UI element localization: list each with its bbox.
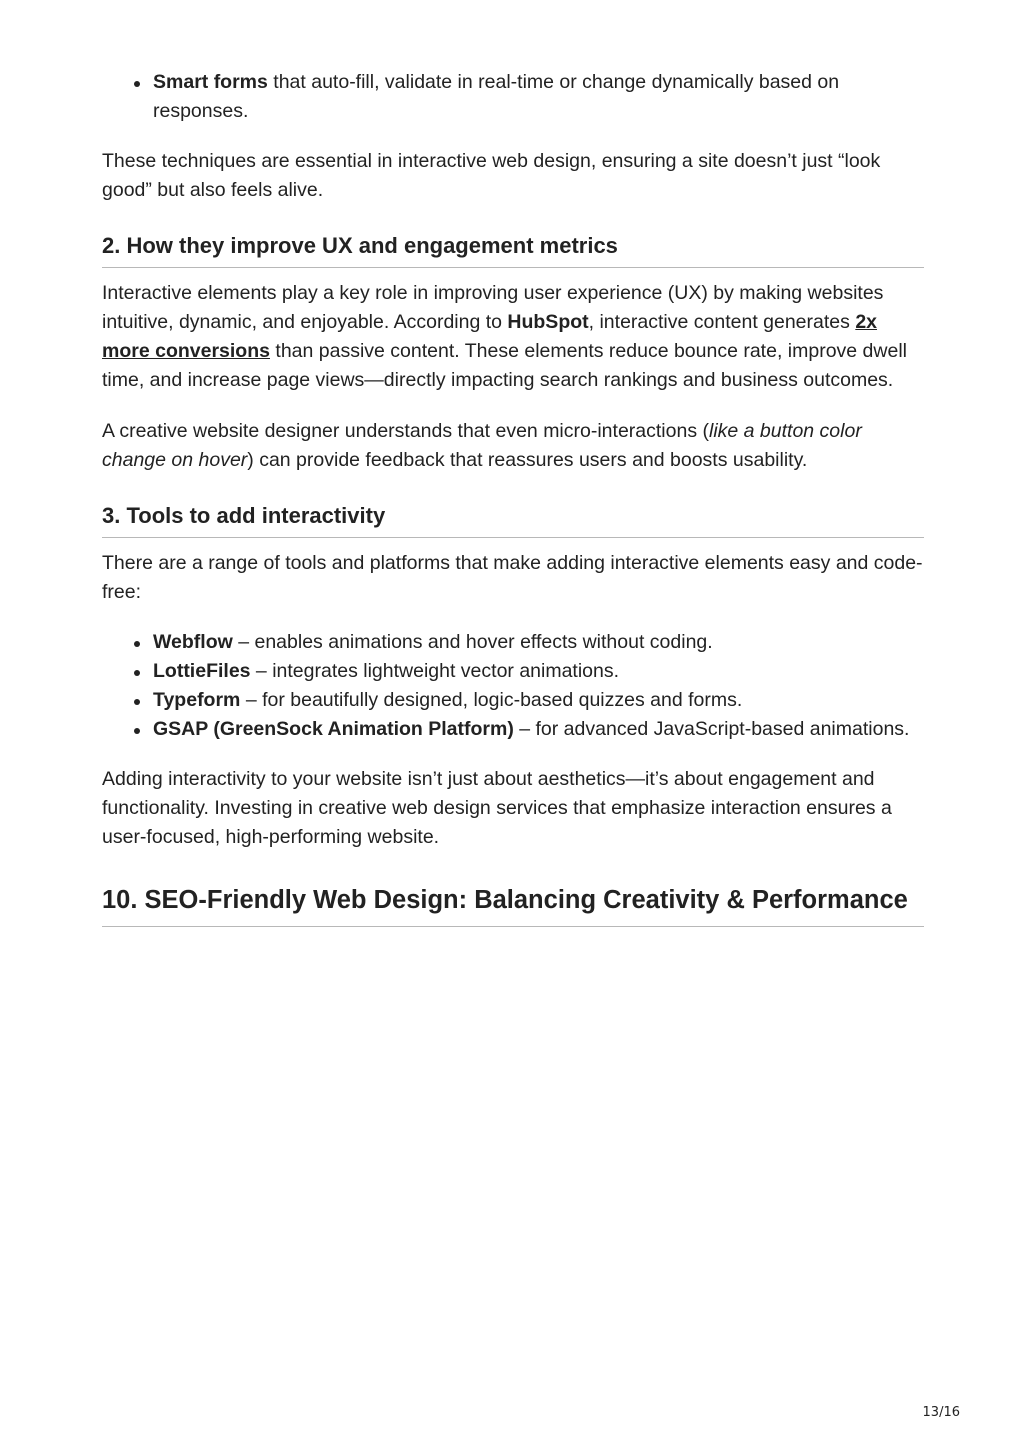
article-content <box>102 68 924 927</box>
hubspot-label: HubSpot <box>507 311 589 333</box>
list-item-lottiefiles <box>153 657 924 686</box>
paragraph-conclusion: Adding interactivity to your website isn’t just about aesthetics—it’s about engagement and functionality. Investing in creative web design services that emphasize interaction ensures a user-focused, high-performing website. <box>102 768 892 848</box>
tool-description: – enables animations and hover effects without coding. <box>232 631 713 653</box>
paragraph-text: Interactive elements play a key role in improving user experience (UX) by making websites intuitive, dynamic, and enjoyable. According to <box>102 282 884 333</box>
tool-name: Webflow <box>153 631 233 653</box>
page-number: 13/16 <box>922 1405 960 1420</box>
paragraph-ux <box>102 279 924 395</box>
list-item <box>153 68 924 126</box>
section-heading-seo: 10. SEO-Friendly Web Design: Balancing Creativity & Performance <box>102 882 924 927</box>
section-heading-tools: 3. Tools to add interactivity <box>102 501 924 538</box>
section-heading-ux: 2. How they improve UX and engagement metrics <box>102 231 924 268</box>
conversions-link[interactable]: 2x more conversions <box>102 311 878 362</box>
tool-name: Typeform <box>153 689 241 711</box>
list-item-gsap <box>153 715 924 744</box>
paragraph-micro-interactions <box>102 417 924 475</box>
list-item-text: that auto-fill, validate in real-time or change dynamically based on responses. <box>153 71 840 122</box>
tool-description: – for beautifully designed, logic-based quizzes and forms. <box>240 689 743 711</box>
paragraph-tools-intro: There are a range of tools and platforms that make adding interactive elements easy and code-free: <box>102 552 923 603</box>
paragraph-text: ) can provide feedback that reassures users and boosts usability. <box>247 449 808 471</box>
tool-description: – integrates lightweight vector animations. <box>250 660 620 682</box>
paragraph-text: than passive content. These elements reduce bounce rate, improve dwell time, and increase page views—directly impacting search rankings and business outcomes. <box>102 340 907 391</box>
tool-name: LottieFiles <box>153 660 251 682</box>
list-item-webflow <box>153 628 924 657</box>
feature-list <box>102 68 924 126</box>
list-item-term: Smart forms <box>153 71 268 93</box>
paragraph: These techniques are essential in interactive web design, ensuring a site doesn’t just “look good” but also feels alive. <box>102 150 881 201</box>
italic-example: like a button color change on hover <box>102 420 862 471</box>
tool-name: GSAP (GreenSock Animation Platform) <box>153 718 514 740</box>
paragraph-text: A creative website designer understands that even micro-interactions ( <box>102 420 709 442</box>
tool-description: – for advanced JavaScript-based animations. <box>513 718 910 740</box>
tools-list <box>102 628 924 744</box>
list-item-typeform <box>153 686 924 715</box>
paragraph-text: , interactive content generates <box>588 311 856 333</box>
